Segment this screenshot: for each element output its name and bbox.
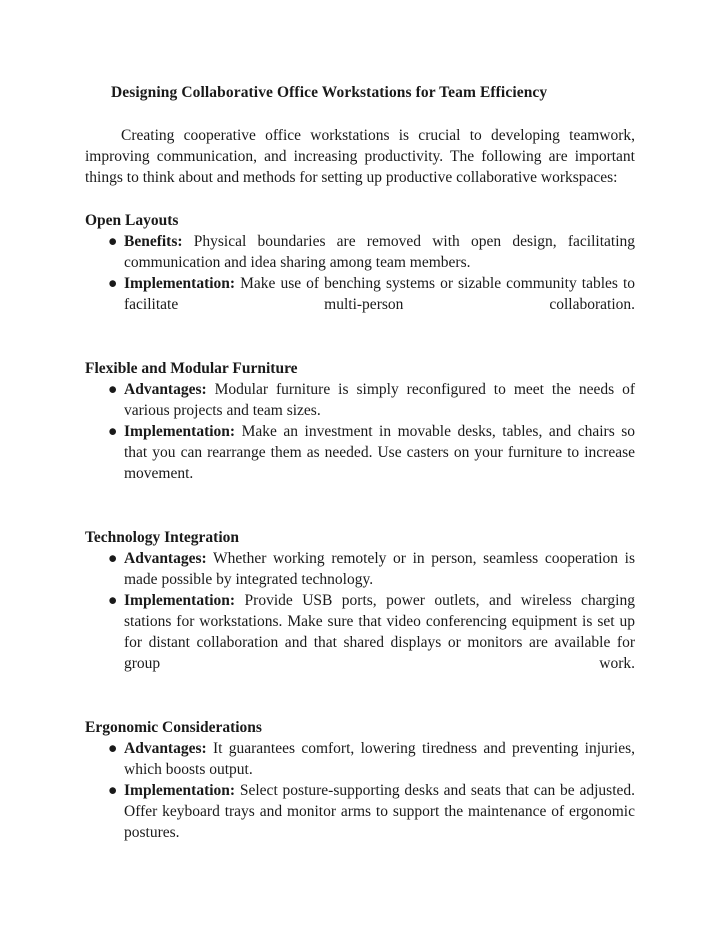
bullet-list	[85, 231, 635, 336]
list-item-label: Advantages:	[124, 740, 207, 757]
list-item	[85, 780, 635, 864]
list-item-label: Benefits:	[124, 233, 183, 250]
bullet-point-icon: ●	[108, 275, 118, 292]
bullet-list	[85, 379, 635, 505]
document-section	[85, 358, 635, 505]
page-title: Designing Collaborative Office Workstations for Team Efficiency	[111, 84, 548, 101]
list-item-label: Advantages:	[124, 381, 207, 398]
list-item	[85, 421, 635, 505]
section-heading: Technology Integration	[85, 529, 240, 546]
list-item-text: It guarantees comfort, lowering tiredness and preventing injuries, which boosts output.	[124, 740, 636, 778]
bullet-point-icon: ●	[108, 740, 118, 757]
list-item-text: Provide USB ports, power outlets, and wireless charging stations for workstations. Make sure that video conferencing equipment is set up for distant collaboration and that shared displays or monitors are available for group work.	[124, 592, 635, 672]
list-item	[85, 590, 635, 695]
document-section	[85, 717, 635, 864]
document-section	[85, 527, 635, 695]
section-heading: Flexible and Modular Furniture	[85, 360, 298, 377]
list-item	[85, 231, 635, 273]
bullet-point-icon: ●	[108, 233, 118, 250]
intro-paragraph: Creating cooperative office workstations is crucial to developing teamwork, improving communication, and increasing productivity. The following are important things to think about and methods for setting up productive collaborative workspaces:	[85, 127, 635, 186]
bullet-point-icon: ●	[108, 381, 118, 398]
section-heading: Open Layouts	[85, 212, 179, 229]
document-section	[85, 210, 635, 336]
bullet-point-icon: ●	[108, 550, 118, 567]
bullet-point-icon: ●	[108, 423, 118, 440]
list-item	[85, 273, 635, 336]
bullet-point-icon: ●	[108, 782, 118, 799]
list-item-text: Make an investment in movable desks, tables, and chairs so that you can rearrange them as needed. Use casters on your furniture to increase movement.	[124, 423, 636, 482]
bullet-list	[85, 548, 635, 695]
bullet-list	[85, 738, 635, 864]
list-item-label: Implementation:	[124, 275, 236, 292]
list-item-label: Implementation:	[124, 782, 236, 799]
section-heading: Ergonomic Considerations	[85, 719, 262, 736]
list-item-text: Select posture-supporting desks and seats that can be adjusted. Offer keyboard trays and monitor arms to support the maintenance of ergonomic postures.	[124, 782, 635, 841]
list-item-label: Implementation:	[124, 592, 236, 609]
sections-container	[85, 210, 635, 864]
list-item-text: Physical boundaries are removed with open design, facilitating communication and idea sharing among team members.	[124, 233, 635, 271]
list-item-text: Whether working remotely or in person, seamless cooperation is made possible by integrated technology.	[124, 550, 635, 588]
list-item	[85, 548, 635, 590]
list-item-label: Implementation:	[124, 423, 236, 440]
list-item-label: Advantages:	[124, 550, 207, 567]
list-item-text: Make use of benching systems or sizable community tables to facilitate multi-person collaboration.	[124, 275, 636, 313]
list-item-text: Modular furniture is simply reconfigured to meet the needs of various projects and team sizes.	[124, 381, 635, 419]
list-item	[85, 738, 635, 780]
bullet-point-icon: ●	[108, 592, 118, 609]
list-item	[85, 379, 635, 421]
